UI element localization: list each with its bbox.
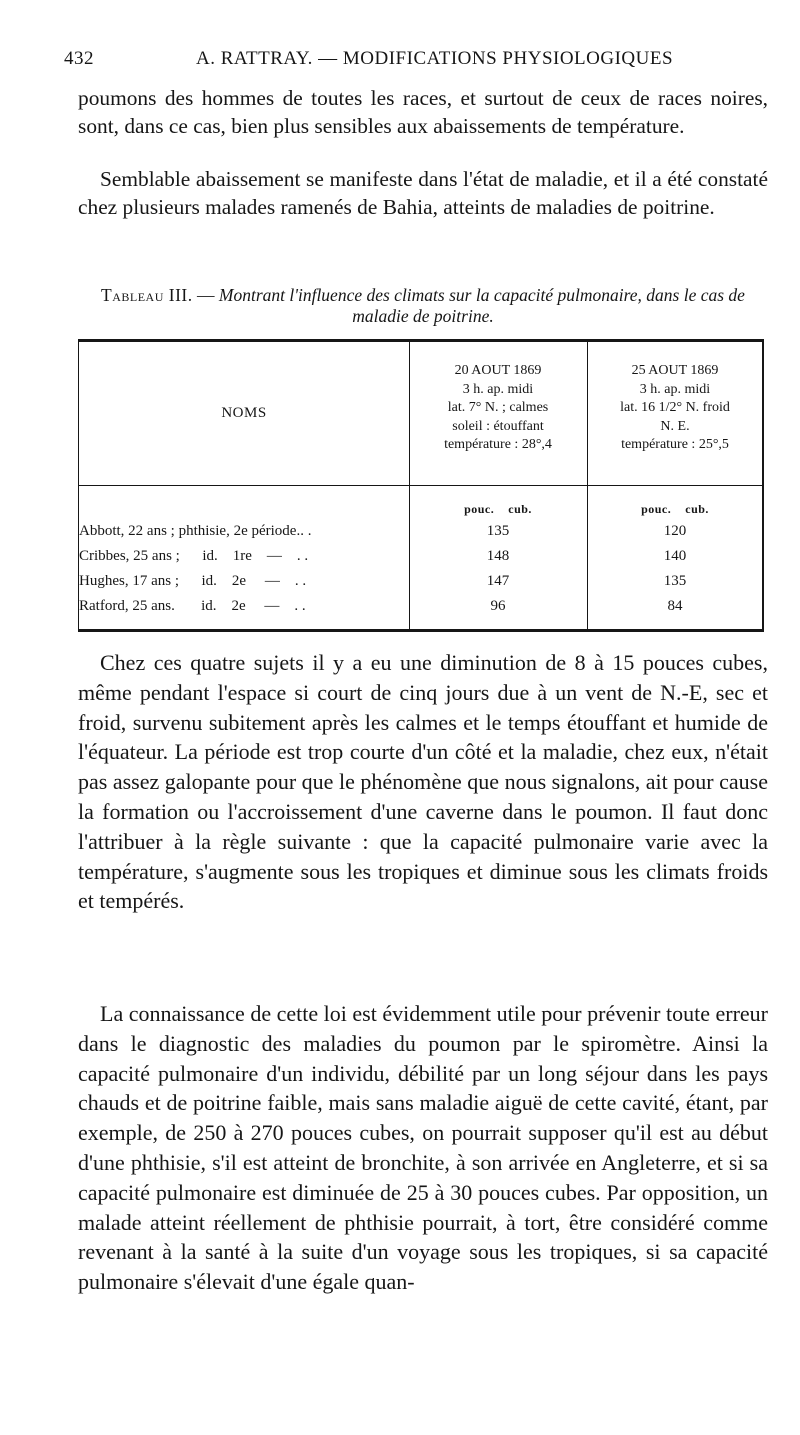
caption-text: Montrant l'influence des climats sur la capacité pulmonaire, dans le cas de maladie de poitrine. <box>218 285 745 326</box>
unit-cub: cub. <box>508 502 532 516</box>
table-caption <box>78 285 768 327</box>
table-header-rule <box>79 485 762 486</box>
col1-time: 3 h. ap. midi <box>462 381 534 397</box>
unit-pouc: pouc. <box>464 502 495 516</box>
column-header-aug25 <box>587 362 763 455</box>
page-number: 432 <box>64 48 94 69</box>
units-col1 <box>409 502 587 517</box>
table-row <box>79 520 763 542</box>
running-header <box>64 48 768 78</box>
col1-date: 20 AOUT 1869 <box>454 363 542 378</box>
row-value-aug25: 140 <box>663 548 687 564</box>
col2-temp: température : 25°,5 <box>621 437 729 452</box>
row-value-aug25: 135 <box>663 573 687 589</box>
row-value-aug20: 147 <box>486 573 510 589</box>
caption-dash: — <box>192 285 219 305</box>
unit-pouc: pouc. <box>641 502 672 516</box>
row-name: Abbott, 22 ans ; phthisie, 2e période.. . <box>79 523 312 539</box>
table-label: Tableau III. <box>101 285 193 305</box>
running-title: A. RATTRAY. — MODIFICATIONS PHYSIOLOGIQUES <box>196 48 674 69</box>
row-value-aug20: 135 <box>486 523 510 539</box>
col1-lat: lat. 7° N. ; calmes <box>447 400 549 415</box>
col2-lat: lat. 16 1/2° N. froid <box>620 400 730 415</box>
row-name: Ratford, 25 ans. id. 2e — . . <box>79 598 306 614</box>
col2-date: 25 AOUT 1869 <box>631 363 719 378</box>
row-value-aug20: 148 <box>486 548 510 564</box>
row-value-aug25: 120 <box>663 523 687 539</box>
col1-temp: température : 28°,4 <box>444 437 552 452</box>
unit-cub: cub. <box>685 502 709 516</box>
paragraph-2: Semblable abaissement se manifeste dans l'état de maladie, et il a été constaté chez plusieurs malades ramenés de Bahia, atteints de maladies de poitrine. <box>78 167 768 219</box>
noms-header: NOMS <box>221 405 267 421</box>
row-name: Hughes, 17 ans ; id. 2e — . . <box>79 573 307 589</box>
data-table <box>78 339 764 632</box>
col1-weather: soleil : étouffant <box>452 418 544 434</box>
paragraph-4: La connaissance de cette loi est évidemment utile pour prévenir toute erreur dans le diagnostic des maladies du poumon par le spiromètre. Ainsi la capacité pulmonaire d'un individu, débilité par un long séjour dans les pays chauds et de poitrine faible, mais sans maladie aiguë de cette cavité, étant, par exemple, de 250 à 270 pouces cubes, on pourrait supposer qu'il est au début d'une phthisie, s'il est atteint de bronchite, à son arrivée en Angleterre, et si sa capacité pulmonaire est diminuée de 25 à 30 pouces cubes. Par opposition, un malade atteint réellement de phthisie pourrait, à tort, être considéré comme revenant à la santé à la suite d'un voyage sous les tropiques, si sa capacité pulmonaire s'élevait d'une égale quan- <box>78 1001 768 1295</box>
table-row <box>79 545 763 567</box>
col2-wind: N. E. <box>660 418 690 434</box>
row-value-aug20: 96 <box>490 598 506 614</box>
row-value-aug25: 84 <box>667 598 683 614</box>
row-name: Cribbes, 25 ans ; id. 1re — . . <box>79 548 309 564</box>
paragraph-1: poumons des hommes de toutes les races, et surtout de ceux de races noires, sont, dans ce cas, bien plus sensibles aux abaissements de température. <box>78 86 768 138</box>
paragraph-3: Chez ces quatre sujets il y a eu une diminution de 8 à 15 pouces cubes, même pendant l'espace si court de cinq jours due à un vent de N.-E, sec et froid, survenu subitement après les calmes et le temps étouffant et humide de l'équateur. La période est trop courte d'un côté et la maladie, chez eux, n'était pas assez galopante pour que le phénomène que nous signalons, ait pour cause la formation ou l'accroissement d'une caverne dans le poumon. Il faut donc l'attribuer à la règle suivante : que la capacité pulmonaire varie avec la température, s'augmente sous les tropiques et diminue sous les climats froids et tempérés. <box>78 650 768 914</box>
units-col2 <box>587 502 763 517</box>
column-header-aug20 <box>409 362 587 455</box>
table-row <box>79 570 763 592</box>
col2-time: 3 h. ap. midi <box>639 381 711 397</box>
table-row <box>79 595 763 617</box>
